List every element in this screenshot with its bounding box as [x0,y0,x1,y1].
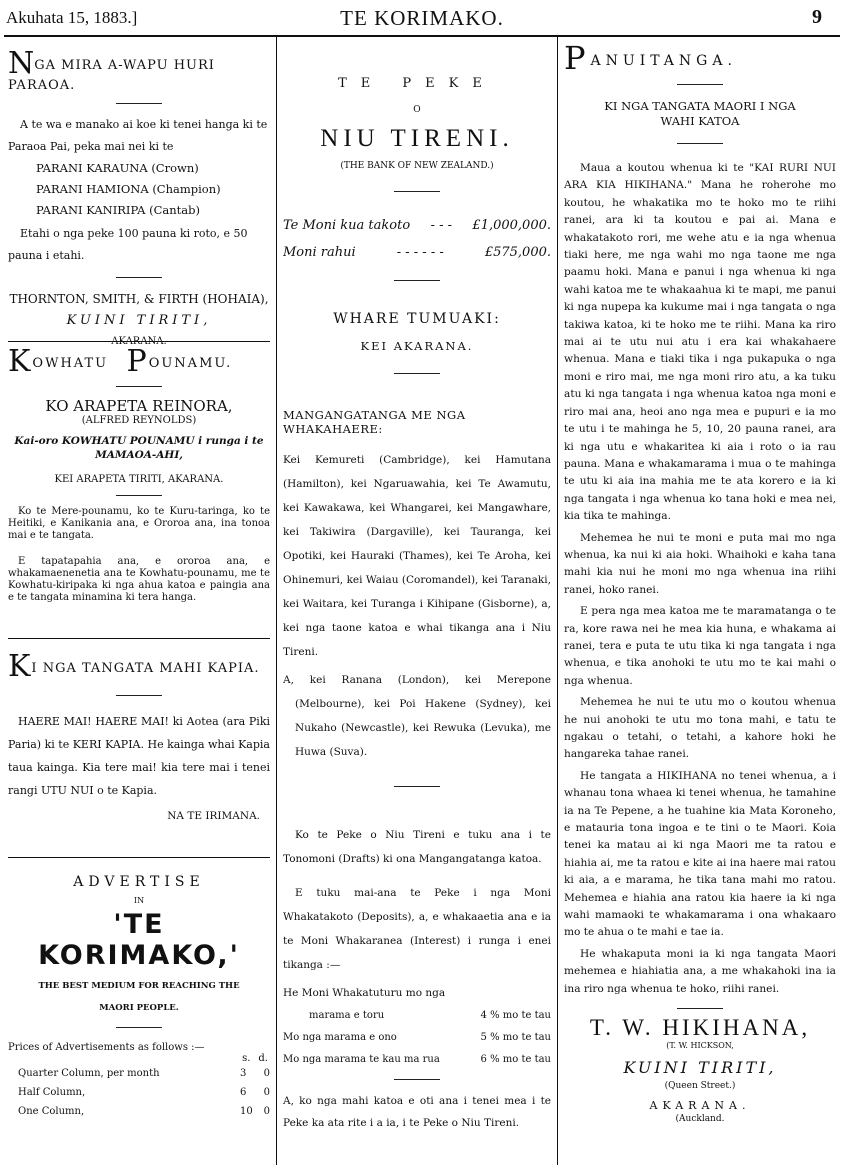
masthead-title: TE KORIMAKO. [340,6,504,30]
heading-text: OUNAMU. [148,356,233,371]
column-divider-1 [276,37,277,1165]
ad-gum-diggers [8,649,270,851]
notice-para: Mehemea he nui te moni e puta mai mo nga whenua, ka nui ki aia hoki. Whaihoki e kaha tana mahi kia nui he moni mo nga whenua ina riihi ranei, hoko ranei. [564,531,836,596]
notice-para: Maua a koutou whenua ki te "KAI RURI NUI ARA KIA HIKIHANA." Mana he roherohe mo koutou, he whakatika mo te hoko mo te riihi ranei, ara ki ta koutou e pai ai. Mana e whakatakoto rori, me wehe atu e ia nga whenua tiaki here, me nga wahi mo nga taone me nga paamu hoki. Mana e panui i nga whenua ki nga wahi katoa me te whakaahua ki te mapi, me panui ki nga nupepa ka kukume mai i nga tangata o nga takiwa katoa, ki te hoko me te riihi. Mana ka riro mai ai te utu nui atu i era kai whakahaere whenua. Mana e tiaki tika i nga pukapuka o nga moni e riro mai, me nga moni riro atu, a ka tuku atu ki nga tangata i nga whenua katoa nga moni e riro mai ana, heoi ano nga mea e pupuri e ia mo te utu i te mahinga he 5, 10, 20 pauna ranei, ara ki nga utu e whakaritea ki aia i roto o ia rau pauna. Mana e whakamarama i mua o te mahinga te utu ki aia ina mahia me te ata korero e ia ki nga tangata i nga whenua ko tana hoki e mea nei, kia tika te mahinga. [564,162,836,523]
rate-label: Mo nga marama e ono [283,1032,397,1043]
head-office: WHARE TUMUAKI: [333,311,501,327]
price-row [8,1083,270,1102]
price-label: Quarter Column, per month [18,1068,160,1079]
page-header [0,0,844,36]
bank-name: NIU TIRENI. [320,125,514,152]
ad-gum-heading [8,649,270,684]
column-right [564,42,836,1162]
reserve-row: Moni rahui - - - - - - £575,000. [283,245,551,260]
ad-divider [8,857,270,858]
surveyor-name-en: (T. W. HICKSON, [666,1041,734,1051]
page-number: 9 [812,6,822,28]
heading-text: GA MIRA A-WAPU HURI PARAOA. [8,58,215,93]
carver-name-en: (ALFRED REYNOLDS) [81,415,197,426]
rate-row [283,1049,551,1071]
ad-flour-intro: A te wa e manako ai koe ki tenei hanga ki te Paraoa Pai, peka mai nei ki te [8,118,268,153]
overseas-branches: A, kei Ranana (London), kei Merepone (Melbourne), kei Poi Hakene (Sydney), kei Nukaho (Newcastle), kei Rewuka (Levuka), me Huwa (Suva). [283,674,551,758]
ad-flour-mills [8,46,270,338]
ad-advertise [8,874,270,1121]
carver-name: KO ARAPETA REINORA, [45,397,233,415]
carver-trade: Kai-oro KOWHATU POUNAMU i runga i te MAMAOA-AHI, [14,435,264,461]
advertise-medium-2: MAORI PEOPLE. [99,1003,179,1013]
ad-flour-heading [8,46,270,93]
price-s: 3 [240,1068,247,1079]
rate-value: 5 % mo te tau [480,1032,551,1043]
price-d: 0 [263,1106,270,1117]
greenstone-p2: E tapatapahia ana, e ororoa ana, e whakamaenenetia ana te Kowhatu-pounamu, me te Kowhatu-kiripaka ki nga ahua katoa e paingia ana e te tangata minamina ki tera hanga. [8,556,270,603]
rate-row [283,1027,551,1049]
drop-initial: K [8,649,32,684]
capital-label: Te Moni kua takoto [283,218,411,233]
gum-text: HAERE MAI! HAERE MAI! ki Aotea (ara Piki Paria) ki te KERI KAPIA. He kainga whai Kapia taua kainga. Kia tere mai! kia tere mai i tenei rangi UTU NUI o te Kapia. [8,715,270,797]
drop-initial: K [8,344,33,379]
ad-divider [8,341,270,342]
price-row [8,1102,270,1121]
heading-text: OWHATU [32,356,109,371]
brand-item: PARANI HAMIONA (Champion) [36,182,221,196]
notice-para: He tangata a HIKIHANA no tenei whenua, a i whanau tona whaea ki tenei whenua, he tamahine ia na Te Pepene, a he tuahine kia Mata Koroneho, e matauria tona ingoa e te tini o te Maori. Koia tenei ka matau ai ki nga Maori me ta ratou e hiahia ai, me ta ratou e kite ai ina haere mai ratou ki aia, a e marama, he tika tana mahi mo ratou. Mehemea e hiahia ana ratou kia haere ia ki nga wahi mamaoki te whakamarama i ona whakaaro mo te ahua o te mahi e tae ia. [564,769,836,939]
drop-initial: P [126,344,149,379]
brand-item: PARANI KARAUNA (Crown) [36,161,199,175]
column-middle [283,42,551,1162]
notice-heading [564,42,836,77]
capital-label: Moni rahui [283,245,356,260]
greenstone-p1: Ko te Mere-pounamu, ko te Kuru-taringa, ko te Heitiki, e Kanikania ana, e Ororoa ana, ina tonoa mai e te tangata. [8,506,270,541]
ad-flour-bags: Etahi o nga peke 100 pauna ki roto, e 50 pauna i etahi. [8,227,248,262]
closing-text: A, ko nga mahi katoa e oti ana i tenei mea i te Peke ka ata rite i a ia, i te Peke o Niu Tireni. [283,1095,551,1129]
surveyor-town: AKARANA. [649,1099,751,1113]
ad-divider [8,638,270,639]
price-s: 10 [240,1106,253,1117]
rate-value: 4 % mo te tau [480,1010,551,1021]
ad-greenstone [8,344,270,618]
ad-greenstone-heading [8,344,270,379]
surveyor-street: KUINI TIRITI, [623,1058,777,1078]
brand-item: PARANI KANIRIPA (Cantab) [36,203,200,217]
column-left [8,42,270,1162]
price-s: 6 [240,1087,247,1098]
heading-text: ANUITANGA. [590,53,737,69]
capital-row: Te Moni kua takoto - - - £1,000,000. [283,218,551,233]
firm-name: THORNTON, SMITH, & FIRTH (HOHAIA), [9,292,269,306]
notice-para: Mehemea he nui te utu mo o koutou whenua he nui anohoki te utu mo tona mahi, e tatu te ngakau o tetahi, o tetahi, a kahore hoki he hangareka tahae ranei. [564,696,836,761]
price-d: 0 [263,1087,270,1098]
issue-date: Akuhata 15, 1883.] [6,8,138,27]
surveyor-street-en: (Queen Street.) [664,1081,736,1092]
branches-list: Kei Kemureti (Cambridge), kei Hamutana (Hamilton), kei Ngaruawahia, kei Te Awamutu, kei Kawakawa, kei Whangarei, kei Mangawhare, kei Takiwira (Dargaville), kei Tauranga, kei Opotiki, kei Hauraki (Thames), kei Te Aroha, kei Ohinemuri, kei Waiau (Coromandel), kei Taranaki, kei Waitara, kei Turanga i Kihipane (Gisborne), a, kei nga taone katoa e whai tikanga ana i Niu Tireni. [283,454,551,658]
advertise-in: IN [133,896,145,905]
carver-address: KEI ARAPETA TIRITI, AKARANA. [54,474,224,485]
surveyor-town-en: (Auckland. [675,1114,725,1125]
bank-te-peke: TE PEKE [338,76,496,91]
price-d: 0 [263,1068,270,1079]
branches-title: MANGANGATANGA ME NGA WHAKAHAERE: [283,408,466,436]
column-divider-2 [557,37,558,1165]
notice-para: He whakaputa moni ia ki nga tangata Maori mehemea e hiahiatia ana, a me whakahoki ina ia ina riro nga whenua te hoko, riihi ranei. [564,947,836,995]
surveyor-name: T. W. HIKIHANA, [589,1015,811,1041]
head-office-location: KEI AKARANA. [360,339,474,353]
price-label: One Column, [18,1106,85,1117]
notice-para: E pera nga mea katoa me te maramatanga o te ra, kore rawa nei he mea kia huna, e whakama ai ranei, tera e puta te utu tika ki nga tangata i nga whenua, e tika anohoki te utu mo te kai mahi o nga whenua. [564,605,836,687]
price-units [8,1053,270,1064]
price-label: Half Column, [18,1087,86,1098]
header-rule [4,35,840,37]
unit-d: d. [258,1053,268,1064]
drop-initial: P [564,42,591,77]
gum-signature: NA TE IRIMANA. [167,810,260,822]
capital-value: £575,000. [484,245,551,260]
bank-o: O [413,105,421,115]
notice-subheading: KI NGA TANGATA MAORI I NGA WAHI KATOA [604,99,796,128]
rate-label: marama e toru [309,1010,385,1021]
price-row [8,1064,270,1083]
rates-head: He Moni Whakatuturu mo nga [283,987,446,999]
rate-row [283,1005,551,1027]
rate-label: Mo nga marama te kau ma rua [283,1054,440,1065]
rate-value: 6 % mo te tau [480,1054,551,1065]
bank-name-en: (THE BANK OF NEW ZEALAND.) [340,161,494,171]
heading-text: I NGA TANGATA MAHI KAPIA. [31,661,260,676]
unit-s: s. [242,1053,251,1064]
prices-title: Prices of Advertisements as follows :— [8,1042,205,1053]
firm-street: KUINI TIRITI, [66,313,212,328]
capital-value: £1,000,000. [472,218,551,233]
drop-initial: N [8,46,35,81]
advertise-label: ADVERTISE [73,874,205,890]
deposits-text: E tuku mai-ana te Peke i nga Moni Whakatakoto (Deposits), a, e whakaaetia ana e ia te Moni Whakaranea (Interest) i runga i enei tikanga :— [283,887,551,971]
advertise-medium-1: THE BEST MEDIUM FOR REACHING THE [38,981,240,991]
drafts-text: Ko te Peke o Niu Tireni e tuku ana i te Tonomoni (Drafts) ki ona Mangangatanga katoa. [283,829,551,865]
advertise-paper: 'TE KORIMAKO,' [38,909,240,971]
